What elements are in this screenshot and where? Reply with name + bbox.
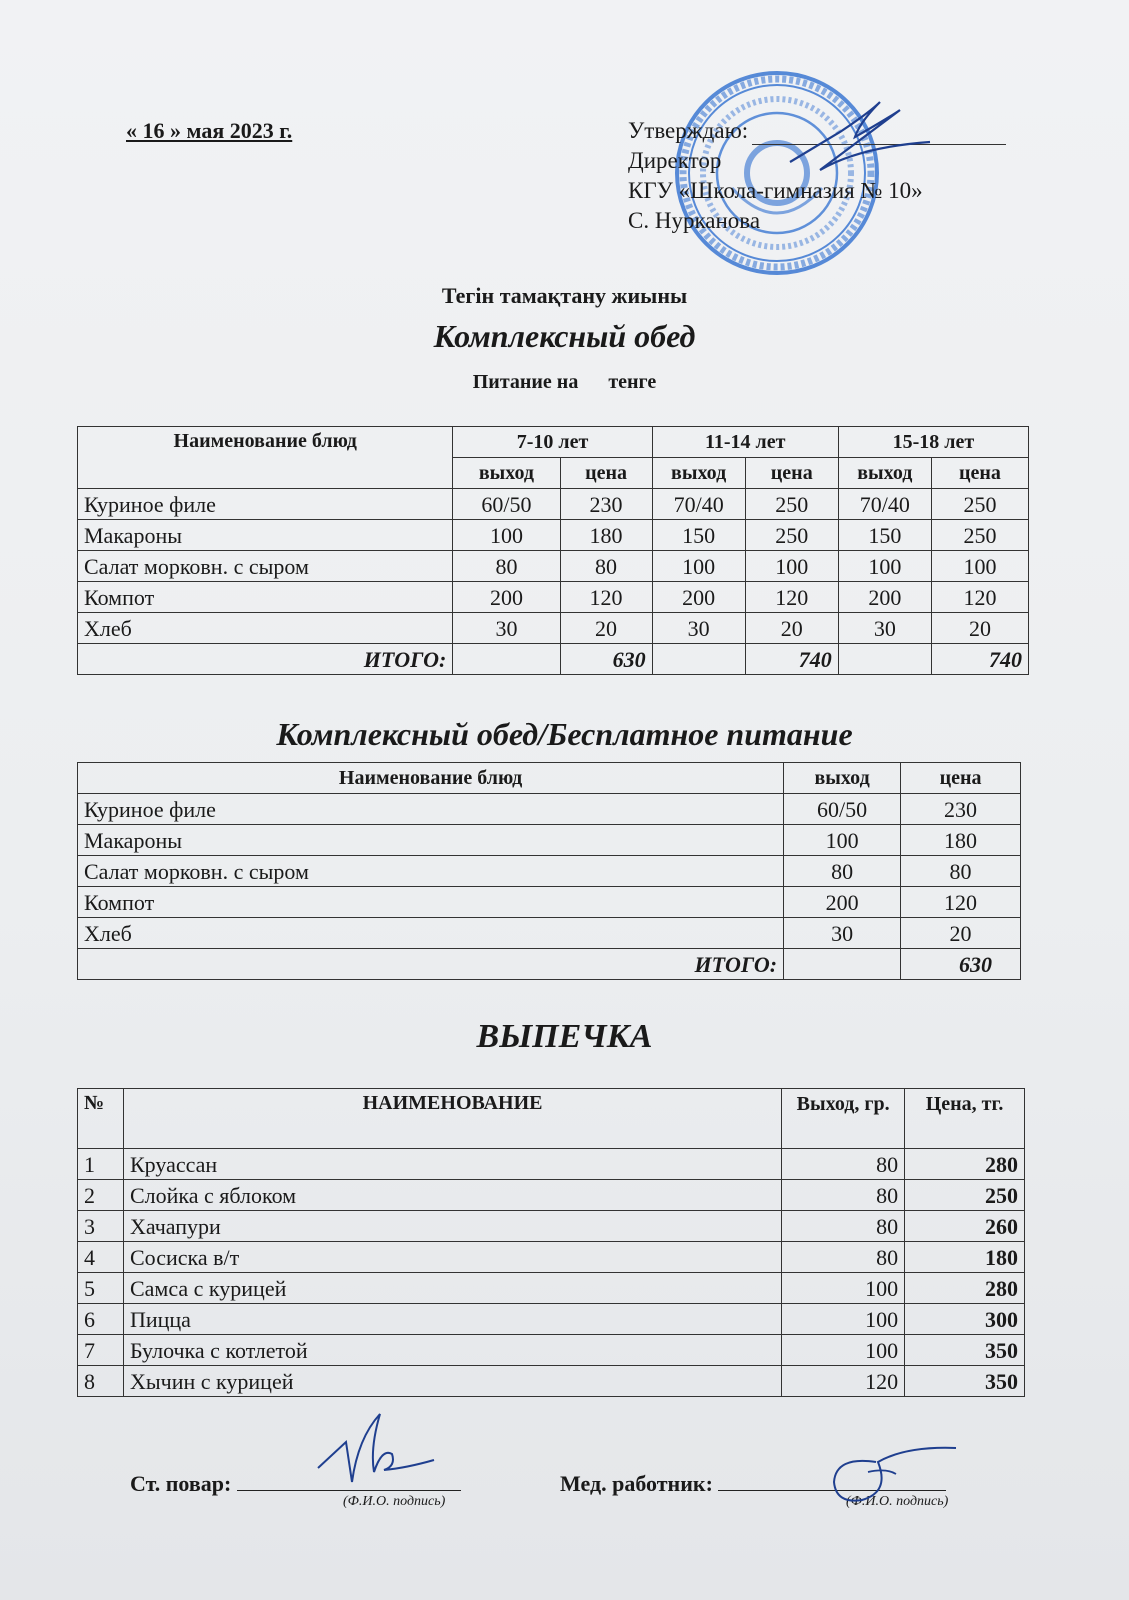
table-row bbox=[78, 1335, 1025, 1366]
pastry-price: 300 bbox=[905, 1304, 1025, 1335]
med-signature bbox=[816, 1432, 966, 1508]
pastry-name: Хычин с курицей bbox=[123, 1366, 781, 1397]
pastry-price: 350 bbox=[905, 1335, 1025, 1366]
dish-weight: 80 bbox=[453, 551, 560, 582]
pastry-name: Хачапури bbox=[123, 1211, 781, 1242]
pastry-name: Пицца bbox=[123, 1304, 781, 1335]
total-15-18: 740 bbox=[931, 644, 1028, 675]
table-row bbox=[78, 489, 1029, 520]
dish-weight: 60/50 bbox=[453, 489, 560, 520]
dish-price: 20 bbox=[745, 613, 838, 644]
dish-weight: 100 bbox=[784, 825, 901, 856]
table-row bbox=[78, 918, 1021, 949]
dish-weight: 200 bbox=[453, 582, 560, 613]
dish-name: Компот bbox=[78, 582, 453, 613]
dish-weight: 80 bbox=[784, 856, 901, 887]
pastry-name: Круассан bbox=[123, 1149, 781, 1180]
dish-name: Салат морковн. с сыром bbox=[78, 856, 784, 887]
pastry-weight: 100 bbox=[782, 1335, 905, 1366]
dish-weight: 200 bbox=[784, 887, 901, 918]
dish-price: 80 bbox=[901, 856, 1021, 887]
dish-price: 250 bbox=[745, 520, 838, 551]
dish-weight: 150 bbox=[838, 520, 931, 551]
pastry-price: 350 bbox=[905, 1366, 1025, 1397]
dish-price: 230 bbox=[901, 794, 1021, 825]
dish-weight: 100 bbox=[453, 520, 560, 551]
pastry-price: 280 bbox=[905, 1273, 1025, 1304]
title-kazakh: Тегін тамақтану жиыны bbox=[441, 283, 688, 308]
pastry-weight: 80 bbox=[782, 1149, 905, 1180]
dish-price: 20 bbox=[901, 918, 1021, 949]
dish-weight: 100 bbox=[838, 551, 931, 582]
row-number: 3 bbox=[78, 1211, 124, 1242]
dish-weight: 70/40 bbox=[652, 489, 745, 520]
table-row bbox=[78, 1149, 1025, 1180]
approve-label: Утверждаю: bbox=[628, 118, 749, 143]
dish-price: 120 bbox=[901, 887, 1021, 918]
row-number: 7 bbox=[78, 1335, 124, 1366]
header-number: № bbox=[78, 1089, 124, 1149]
table-row bbox=[78, 825, 1021, 856]
dish-name: Компот bbox=[78, 887, 784, 918]
table-row bbox=[78, 1304, 1025, 1335]
cook-label: Ст. повар: bbox=[130, 1471, 232, 1496]
approve-name: С. Нурканова bbox=[628, 208, 761, 233]
header-dish-name: Наименование блюд bbox=[78, 763, 784, 794]
total-11-14: 740 bbox=[745, 644, 838, 675]
table-row bbox=[78, 1180, 1025, 1211]
med-caption: (Ф.И.О. подпись) bbox=[846, 1494, 949, 1509]
dish-name: Макароны bbox=[78, 825, 784, 856]
table-row bbox=[78, 794, 1021, 825]
pastry-price: 180 bbox=[905, 1242, 1025, 1273]
pastry-name: Самса с курицей bbox=[123, 1273, 781, 1304]
dish-name: Хлеб bbox=[78, 918, 784, 949]
cook-caption: (Ф.И.О. подпись) bbox=[343, 1494, 446, 1509]
table-row bbox=[78, 856, 1021, 887]
dish-price: 20 bbox=[931, 613, 1028, 644]
dish-weight: 30 bbox=[838, 613, 931, 644]
complex-lunch-table bbox=[77, 426, 1029, 675]
pastry-weight: 100 bbox=[782, 1273, 905, 1304]
pastry-weight: 80 bbox=[782, 1242, 905, 1273]
dish-weight: 70/40 bbox=[838, 489, 931, 520]
header-price: Цена, тг. bbox=[905, 1089, 1025, 1149]
dish-price: 100 bbox=[745, 551, 838, 582]
dish-weight: 150 bbox=[652, 520, 745, 551]
pastry-weight: 80 bbox=[782, 1211, 905, 1242]
table-row bbox=[78, 551, 1029, 582]
table-row bbox=[78, 1273, 1025, 1304]
dish-name: Куриное филе bbox=[78, 489, 453, 520]
dish-weight: 100 bbox=[652, 551, 745, 582]
dish-weight: 60/50 bbox=[784, 794, 901, 825]
dish-name: Салат морковн. с сыром bbox=[78, 551, 453, 582]
table-row bbox=[78, 1242, 1025, 1273]
pastry-name: Булочка с котлетой bbox=[123, 1335, 781, 1366]
dish-weight: 200 bbox=[652, 582, 745, 613]
pastry-weight: 100 bbox=[782, 1304, 905, 1335]
free-meal-table bbox=[77, 762, 1021, 980]
header-out: выход bbox=[453, 458, 560, 489]
cook-signature bbox=[308, 1408, 438, 1492]
director-signature bbox=[780, 92, 940, 182]
row-number: 1 bbox=[78, 1149, 124, 1180]
pastry-name: Слойка с яблоком bbox=[123, 1180, 781, 1211]
dish-name: Хлеб bbox=[78, 613, 453, 644]
header-price: цена bbox=[931, 458, 1028, 489]
dish-price: 180 bbox=[901, 825, 1021, 856]
dish-price: 250 bbox=[931, 489, 1028, 520]
dish-price: 250 bbox=[745, 489, 838, 520]
total-empty-cell bbox=[784, 949, 901, 980]
table-row bbox=[78, 582, 1029, 613]
table-row bbox=[78, 1211, 1025, 1242]
header-weight: Выход, гр. bbox=[782, 1089, 905, 1149]
header-age-11-14: 11-14 лет bbox=[652, 427, 838, 458]
row-number: 5 bbox=[78, 1273, 124, 1304]
table-row bbox=[78, 613, 1029, 644]
dish-price: 100 bbox=[931, 551, 1028, 582]
row-number: 6 bbox=[78, 1304, 124, 1335]
dish-price: 180 bbox=[560, 520, 652, 551]
document-date: « 16 » мая 2023 г. bbox=[126, 118, 293, 143]
row-number: 2 bbox=[78, 1180, 124, 1211]
pastry-weight: 120 bbox=[782, 1366, 905, 1397]
header-age-7-10: 7-10 лет bbox=[453, 427, 652, 458]
row-number: 4 bbox=[78, 1242, 124, 1273]
total-price: 630 bbox=[901, 949, 1021, 980]
total-label: ИТОГО: bbox=[78, 949, 784, 980]
total-empty-cell bbox=[652, 644, 745, 675]
pastry-table bbox=[77, 1088, 1025, 1397]
dish-price: 230 bbox=[560, 489, 652, 520]
header-dish-name: Наименование блюд bbox=[78, 427, 453, 489]
pastry-price: 260 bbox=[905, 1211, 1025, 1242]
dish-price: 250 bbox=[931, 520, 1028, 551]
header-price: цена bbox=[901, 763, 1021, 794]
row-number: 8 bbox=[78, 1366, 124, 1397]
section1-title: Комплексный обед bbox=[433, 318, 696, 354]
total-empty-cell bbox=[838, 644, 931, 675]
header-out: выход bbox=[838, 458, 931, 489]
dish-name: Куриное филе bbox=[78, 794, 784, 825]
pastry-price: 280 bbox=[905, 1149, 1025, 1180]
total-empty-cell bbox=[453, 644, 560, 675]
total-7-10: 630 bbox=[560, 644, 652, 675]
dish-price: 80 bbox=[560, 551, 652, 582]
dish-weight: 200 bbox=[838, 582, 931, 613]
approve-position: Директор bbox=[628, 148, 722, 173]
dish-weight: 30 bbox=[652, 613, 745, 644]
pastry-weight: 80 bbox=[782, 1180, 905, 1211]
table-row bbox=[78, 520, 1029, 551]
section2-title: Комплексный обед/Бесплатное питание bbox=[276, 716, 853, 752]
dish-weight: 30 bbox=[453, 613, 560, 644]
table-row bbox=[78, 887, 1021, 918]
dish-price: 120 bbox=[745, 582, 838, 613]
total-label: ИТОГО: bbox=[78, 644, 453, 675]
pastry-price: 250 bbox=[905, 1180, 1025, 1211]
header-name: НАИМЕНОВАНИЕ bbox=[123, 1089, 781, 1149]
header-age-15-18: 15-18 лет bbox=[838, 427, 1028, 458]
header-price: цена bbox=[560, 458, 652, 489]
dish-weight: 30 bbox=[784, 918, 901, 949]
table-row bbox=[78, 1366, 1025, 1397]
dish-price: 120 bbox=[931, 582, 1028, 613]
pastry-name: Сосиска в/т bbox=[123, 1242, 781, 1273]
header-out: выход bbox=[652, 458, 745, 489]
med-label: Мед. работник: bbox=[560, 1471, 713, 1496]
section1-subtitle: Питание на тенге bbox=[472, 371, 657, 393]
section3-title: ВЫПЕЧКА bbox=[476, 1018, 653, 1055]
dish-name: Макароны bbox=[78, 520, 453, 551]
header-out: выход bbox=[784, 763, 901, 794]
header-price: цена bbox=[745, 458, 838, 489]
dish-price: 120 bbox=[560, 582, 652, 613]
approve-organization: КГУ «Школа-гимназия № 10» bbox=[628, 178, 923, 203]
dish-price: 20 bbox=[560, 613, 652, 644]
